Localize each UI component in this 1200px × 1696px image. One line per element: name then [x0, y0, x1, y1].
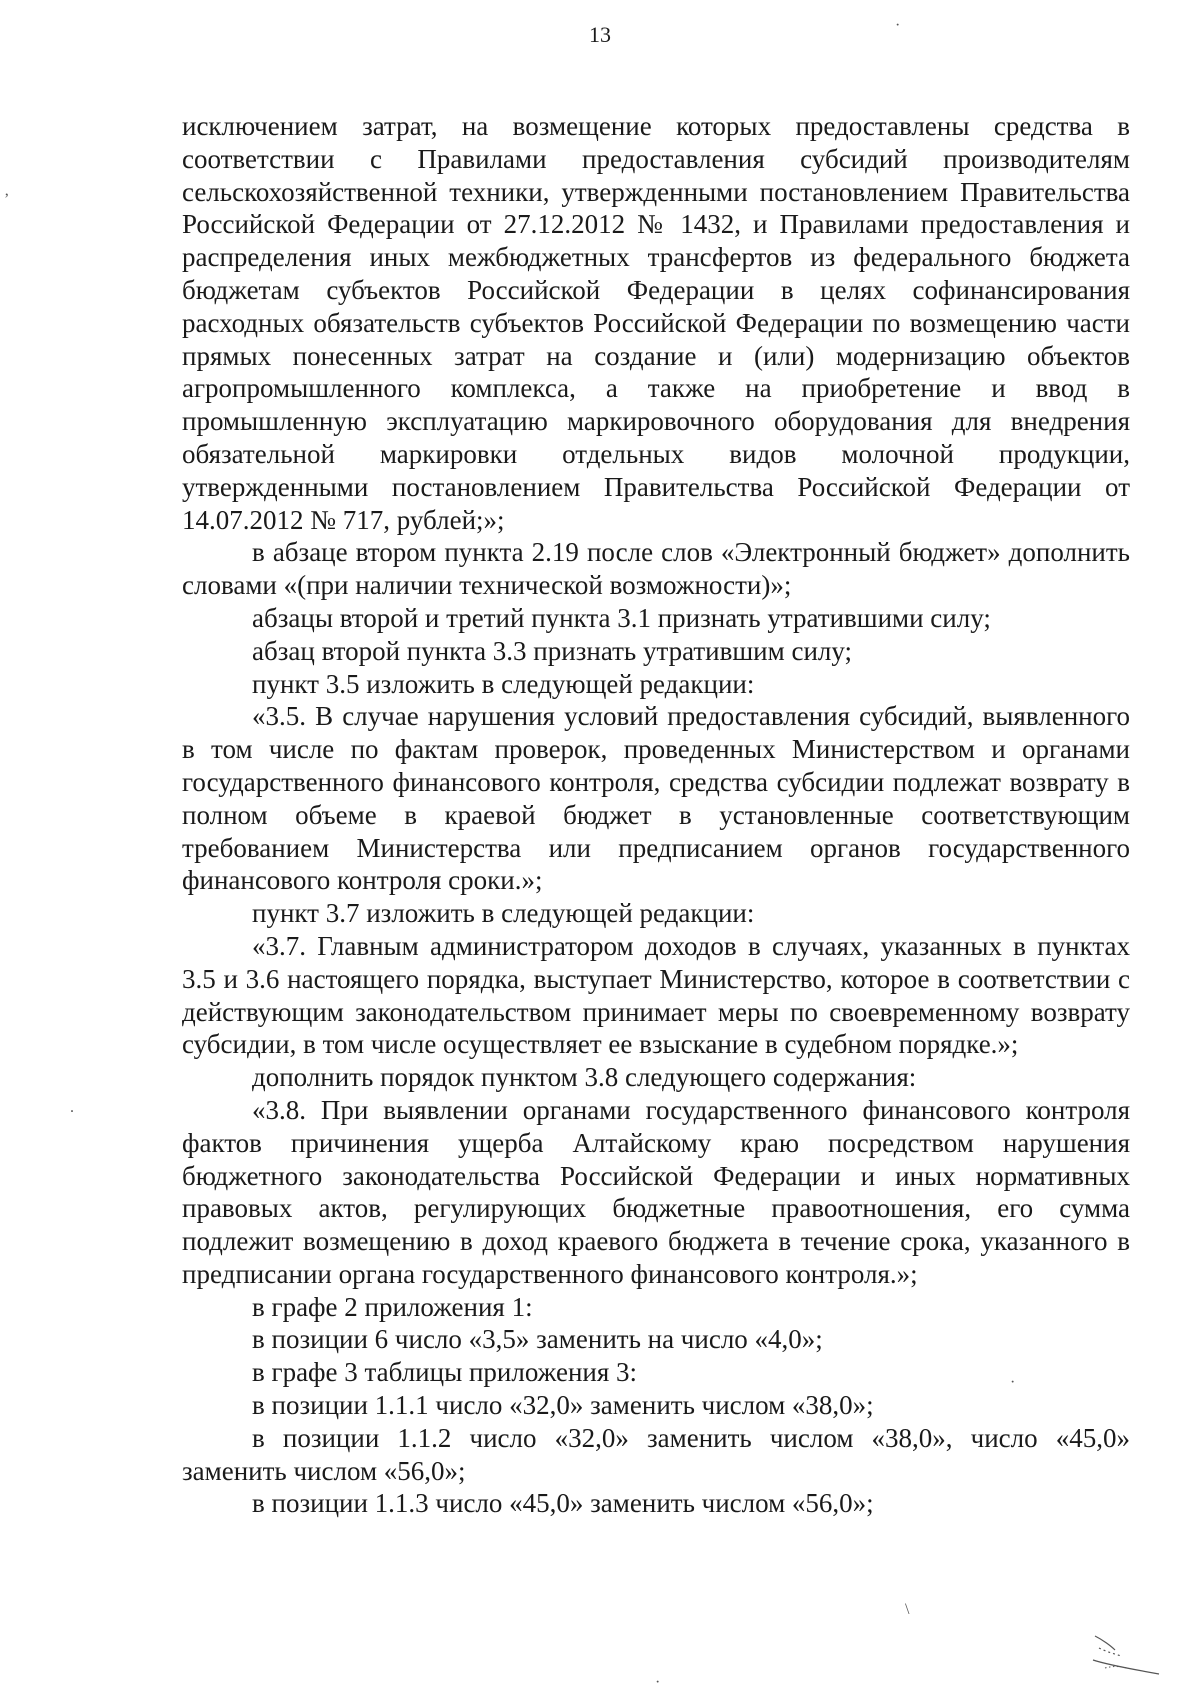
paragraph-6: «3.5. В случае нарушения условий предоставления субсидий, выявленного в том числе по фактам проверок, проведенных Министерством и органами государственного финансового контроля, средства субсидии подлежат возврату в полном объеме в краевой бюджет в установленные соответствующим требованием Министерства или предписанием органов государственного финансового контроля сроки.»;	[182, 701, 1130, 896]
page-number: 13	[589, 22, 611, 47]
signature-mark	[1085, 1628, 1165, 1678]
paragraph-11: в графе 2 приложения 1:	[252, 1291, 533, 1322]
paragraph-1: исключением затрат, на возмещение которых предоставлены средства в соответствии с Правилами предоставления субсидий производителям сельскохозяйственной техники, утвержденными постановлением Правительства Российской Федерации от 27.12.2012 № 1432, и Правилами предоставления и распределения иных межбюджетных трансфертов из федерального бюджета бюджетам субъектов Российской Федерации в целях софинансирования расходных обязательств субъектов Российской Федерации по возмещению части прямых понесенных затрат на создание и (или) модернизацию объектов агропромышленного комплекса, а также на приобретение и ввод в промышленную эксплуатацию маркировочного оборудования для внедрения обязательной маркировки отдельных видов молочной продукции, утвержденными постановлением Правительства Российской Федерации от 14.07.2012 № 717, рублей;»;	[182, 111, 1130, 535]
paragraph-15: в позиции 1.1.2 число «32,0» заменить числом «38,0», число «45,0» заменить числом «56,0»;	[182, 1422, 1130, 1486]
scan-speck-mark: .	[70, 1099, 74, 1116]
document-body	[182, 110, 1130, 1520]
paragraph-9: дополнить порядок пунктом 3.8 следующего содержания:	[252, 1062, 917, 1093]
paragraph-4: абзац второй пункта 3.3 признать утратившим силу;	[252, 635, 853, 666]
paragraph-13: в графе 3 таблицы приложения 3:	[252, 1357, 638, 1388]
paragraph-8: «3.7. Главным администратором доходов в случаях, указанных в пунктах 3.5 и 3.6 настоящего порядка, выступает Министерство, которое в соответствии с действующим законодательством принимает меры по своевременному возврату субсидии, в том числе осуществляет ее взыскание в судебном порядке.»;	[182, 930, 1130, 1060]
scan-speck-mark: ʼ	[4, 191, 10, 208]
scan-speck-mark: ·	[895, 17, 901, 34]
scan-speck-mark: \	[905, 1601, 910, 1618]
paragraph-5: пункт 3.5 изложить в следующей редакции:	[252, 668, 755, 699]
paragraph-3: абзацы второй и третий пункта 3.1 признать утратившими силу;	[252, 602, 991, 633]
paragraph-12: в позиции 6 число «3,5» заменить на число «4,0»;	[252, 1324, 823, 1355]
paragraph-7: пункт 3.7 изложить в следующей редакции:	[252, 898, 755, 929]
scan-speck-mark: ·	[655, 1674, 661, 1691]
scan-speck-mark: ·	[1010, 1374, 1016, 1391]
paragraph-10: «3.8. При выявлении органами государственного финансового контроля фактов причинения ущерба Алтайскому краю посредством нарушения бюджетного законодательства Российской Федерации и иных нормативных правовых актов, регулирующих бюджетные правоотношения, его сумма подлежит возмещению в доход краевого бюджета в течение срока, указанного в предписании органа государственного финансового контроля.»;	[182, 1094, 1130, 1289]
paragraph-14: в позиции 1.1.1 число «32,0» заменить числом «38,0»;	[252, 1390, 874, 1421]
paragraph-2: в абзаце втором пункта 2.19 после слов «Электронный бюджет» дополнить словами «(при наличии технической возможности)»;	[182, 537, 1130, 601]
paragraph-16: в позиции 1.1.3 число «45,0» заменить числом «56,0»;	[252, 1488, 874, 1519]
